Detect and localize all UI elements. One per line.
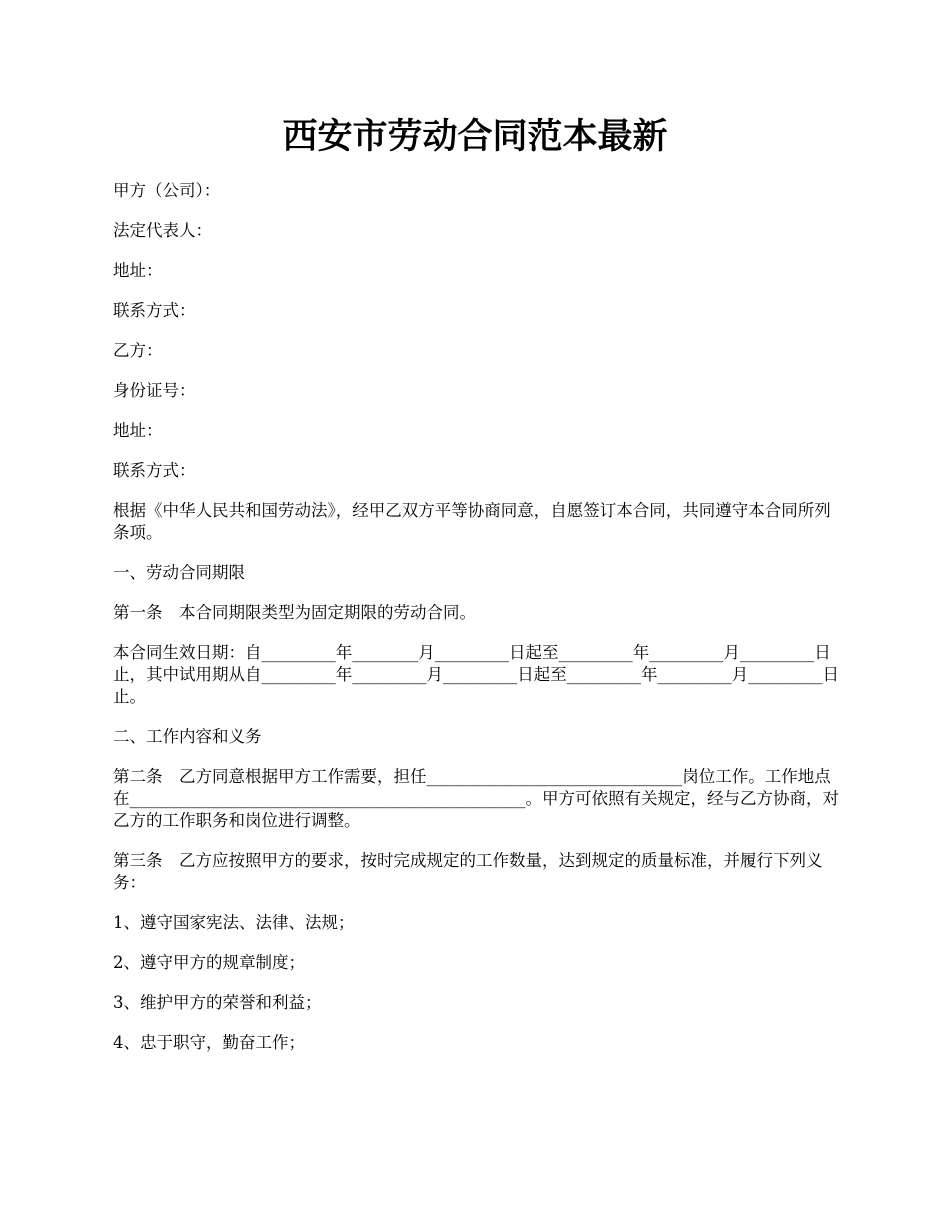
effective-date-paragraph: 本合同生效日期：自_________年________月_________日起至_________年_________月_________日止，其中试用期从自_________年_________月_________日起至_________年_________月_________日止。 [113,643,839,706]
party-a-contact: 联系方式： [113,301,196,320]
document-title: 西安市劳动合同范本最新 [282,116,668,157]
section-heading-contract-term: 一、劳动合同期限 [113,563,245,582]
article-2: 第二条 乙方同意根据甲方工作需要，担任_______________________________岗位工作。工作地点在________________________________________________。甲方可依照有关规定，经与乙方协商，对乙方的工作职务和岗位进行调整。 [113,767,839,830]
article-3: 第三条 乙方应按照甲方的要求，按时完成规定的工作数量，达到规定的质量标准，并履行下列义务： [113,851,823,892]
obligation-item-4: 4、忠于职守，勤奋工作； [113,1033,305,1052]
party-a-address: 地址： [113,261,163,280]
obligation-item-3: 3、维护甲方的荣誉和利益； [113,993,322,1012]
section-heading-work-content: 二、工作内容和义务 [113,727,262,746]
party-a-company: 甲方（公司）： [113,181,221,200]
preamble-paragraph: 根据《中华人民共和国劳动法》，经甲乙双方平等协商同意，自愿签订本合同，共同遵守本合同所列条项。 [113,501,831,542]
party-b: 乙方： [113,341,163,360]
obligation-item-1: 1、遵守国家宪法、法律、法规； [113,913,355,932]
party-b-id-number: 身份证号： [113,381,196,400]
party-b-contact: 联系方式： [113,461,196,480]
legal-representative: 法定代表人： [113,221,212,240]
document-body [113,180,843,1072]
party-b-address: 地址： [113,421,163,440]
article-1: 第一条 本合同期限类型为固定期限的劳动合同。 [113,603,476,622]
obligation-item-2: 2、遵守甲方的规章制度； [113,953,305,972]
